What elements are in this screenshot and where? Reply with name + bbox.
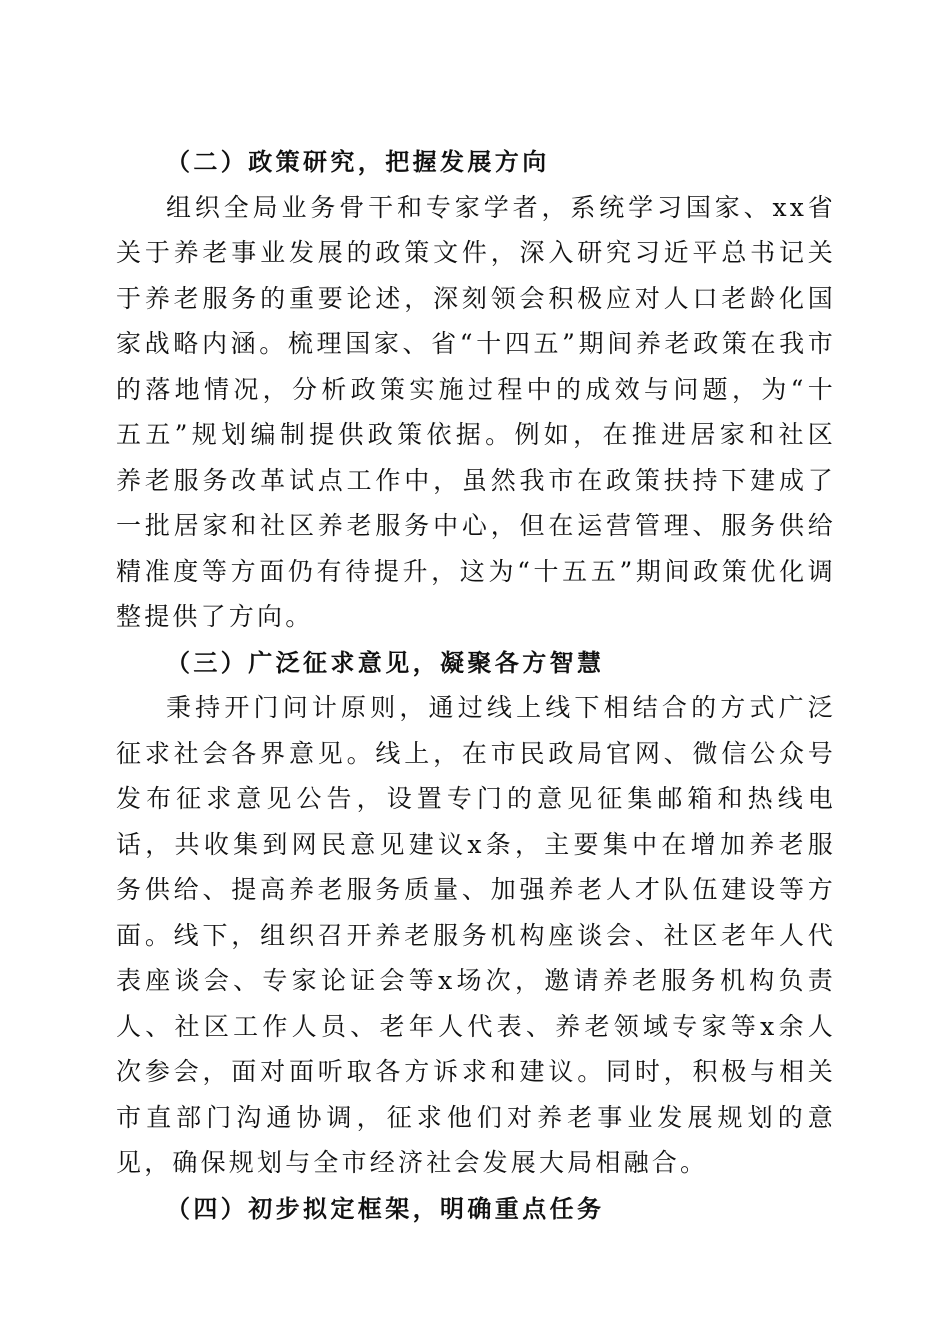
document-body bbox=[116, 139, 836, 1231]
section-heading-2: （二）政策研究，把握发展方向 bbox=[166, 147, 550, 176]
section-paragraph-2: 组织全局业务骨干和专家学者，系统学习国家、xx省关于养老事业发展的政策文件，深入研究习近平总书记关于养老服务的重要论述，深刻领会积极应对人口老龄化国家战略内涵。梳理国家、省“十四五”期间养老政策在我市的落地情况，分析政策实施过程中的成效与问题，为“十五五”规划编制提供政策依据。例如，在推进居家和社区养老服务改革试点工作中，虽然我市在政策扶持下建成了一批居家和社区养老服务中心，但在运营管理、服务供给精准度等方面仍有待提升，这为“十五五”期间政策优化调整提供了方向。 bbox=[116, 192, 836, 631]
section-heading-3: （三）广泛征求意见，凝聚各方智慧 bbox=[166, 647, 605, 677]
section-heading-4: （四）初步拟定框架，明确重点任务 bbox=[166, 1193, 605, 1223]
section-paragraph-3: 秉持开门问计原则，通过线上线下相结合的方式广泛征求社会各界意见。线上，在市民政局官网、微信公众号发布征求意见公告，设置专门的意见征集邮箱和热线电话，共收集到网民意见建议x条，主要集中在增加养老服务供给、提高养老服务质量、加强养老人才队伍建设等方面。线下，组织召开养老服务机构座谈会、社区老年人代表座谈会、专家论证会等x场次，邀请养老服务机构负责人、社区工作人员、老年人代表、养老领域专家等x余人次参会，面对面听取各方诉求和建议。同时，积极与相关市直部门沟通协调，征求他们对养老事业发展规划的意见，确保规划与全市经济社会发展大局相融合。 bbox=[116, 693, 836, 1177]
